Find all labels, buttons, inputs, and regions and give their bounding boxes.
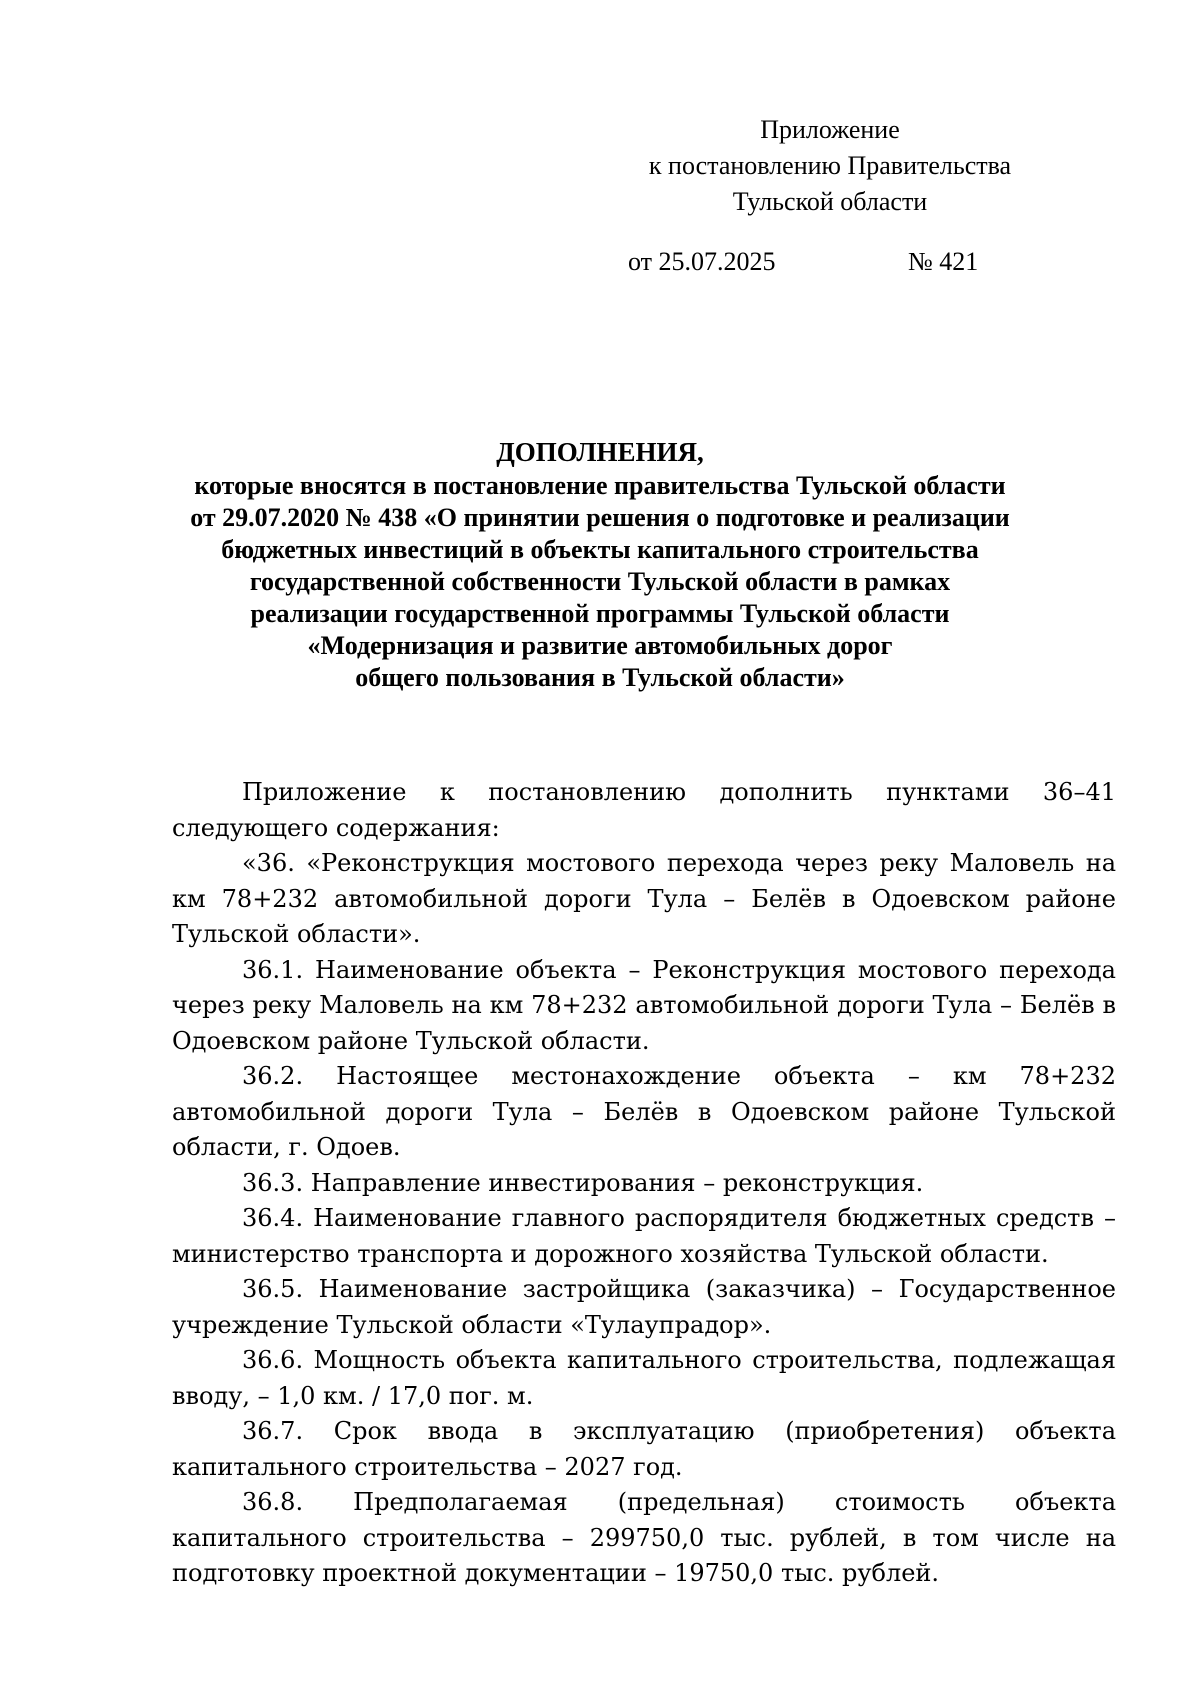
title-heading: ДОПОЛНЕНИЯ, [496,437,704,467]
body-paragraph: 36.1. Наименование объекта – Реконструкция мостового перехода через реку Маловель на км 78+232 автомобильной дороги Тула – Белёв в Одоевском районе Тульской области. [172,955,1116,1055]
body-paragraph: 36.5. Наименование застройщика (заказчика) – Государственное учреждение Тульской области «Тулаупрадор». [172,1275,1116,1339]
title-line: которые вносятся в постановление правительства Тульской области [194,471,1006,500]
body-paragraph: Приложение к постановлению дополнить пунктами 36–41 следующего содержания: [172,778,1116,842]
approval-block [600,112,1060,220]
body-paragraph: 36.3. Направление инвестирования – реконструкция. [242,1168,924,1197]
approval-line: Приложение [760,115,900,144]
title-line: «Модернизация и развитие автомобильных дорог [307,631,893,660]
title-line: государственной собственности Тульской области в рамках [249,567,951,596]
body-paragraph: «36. «Реконструкция мостового перехода через реку Маловель на км 78+232 автомобильной дороги Тула – Белёв в Одоевском районе Тульской области». [172,849,1116,948]
title-line: от 29.07.2020 № 438 «О принятии решения о подготовке и реализации [190,503,1010,532]
approval-line: к постановлению Правительства [648,151,1012,180]
title-line: общего пользования в Тульской области» [355,663,845,692]
body-paragraph: 36.2. Настоящее местонахождение объекта – км 78+232 автомобильной дороги Тула – Белёв в Одоевском районе Тульской области, г. Одоев. [172,1062,1116,1161]
approval-date: от 25.07.2025 [628,247,776,276]
document-title [120,436,1080,694]
approval-number: № 421 [908,247,979,276]
document-body [172,775,1116,1592]
body-paragraph: 36.4. Наименование главного распорядителя бюджетных средств – министерство транспорта и дорожного хозяйства Тульской области. [172,1204,1116,1268]
body-paragraph: 36.7. Срок ввода в эксплуатацию (приобретения) объекта капитального строительства – 2027 год. [172,1417,1116,1481]
approval-line: Тульской области [732,187,928,216]
body-paragraph: 36.8. Предполагаемая (предельная) стоимость объекта капитального строительства – 299750,0 тыс. рублей, в том числе на подготовку проектной документации – 19750,0 тыс. рублей. [172,1488,1116,1587]
title-line: реализации государственной программы Тульской области [250,599,950,628]
body-paragraph: 36.6. Мощность объекта капитального строительства, подлежащая вводу, – 1,0 км. / 17,0 пог. м. [172,1346,1116,1410]
title-line: бюджетных инвестиций в объекты капитального строительства [221,535,979,564]
